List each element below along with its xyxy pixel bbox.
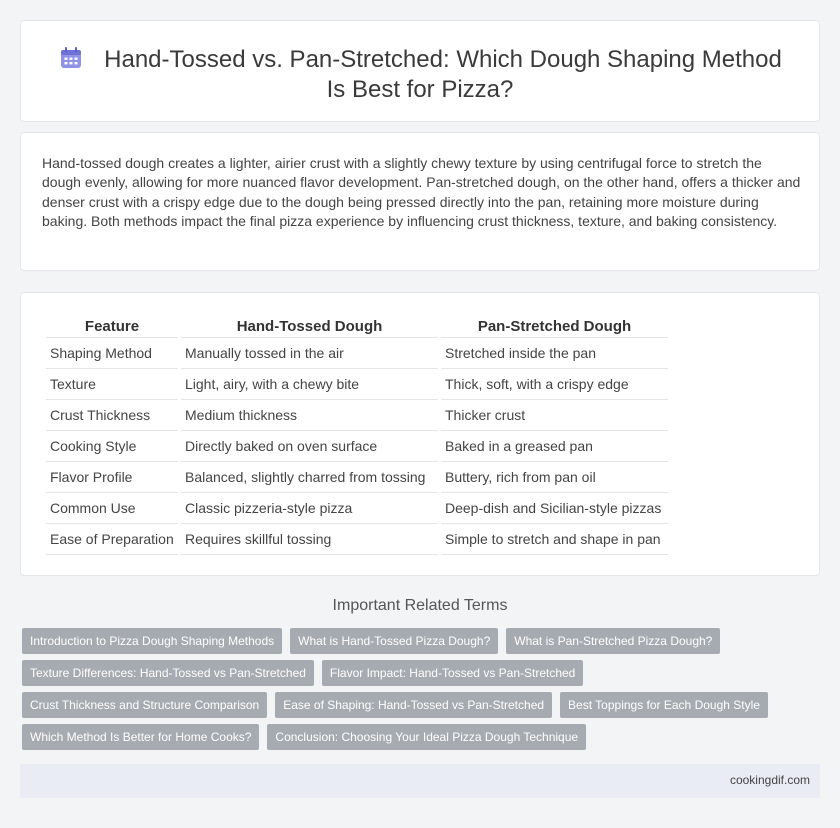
table-row xyxy=(46,431,668,462)
table-row xyxy=(46,462,668,493)
related-term-link[interactable]: Which Method Is Better for Home Cooks? xyxy=(22,724,259,750)
footer-bar xyxy=(20,764,820,798)
tag-row xyxy=(22,660,812,692)
intro-card xyxy=(20,132,820,271)
tag-row xyxy=(22,628,812,660)
table-cell: Manually tossed in the air xyxy=(181,338,438,369)
table-cell: Shaping Method xyxy=(46,338,178,369)
related-terms-title: Important Related Terms xyxy=(332,597,508,614)
table-cell: Balanced, slightly charred from tossing xyxy=(181,462,438,493)
table-cell: Thicker crust xyxy=(441,400,668,431)
calendar-icon xyxy=(58,45,84,71)
page-title-row xyxy=(21,45,819,105)
tag-row xyxy=(22,724,812,756)
related-term-link[interactable]: What is Hand-Tossed Pizza Dough? xyxy=(290,628,498,654)
table-cell: Ease of Preparation xyxy=(46,524,178,555)
table-cell: Deep-dish and Sicilian-style pizzas xyxy=(441,493,668,524)
table-cell: Cooking Style xyxy=(46,431,178,462)
table-cell: Thick, soft, with a crispy edge xyxy=(441,369,668,400)
comparison-table xyxy=(43,316,671,555)
table-cell: Texture xyxy=(46,369,178,400)
comparison-card xyxy=(20,292,820,576)
related-term-link[interactable]: Best Toppings for Each Dough Style xyxy=(560,692,768,718)
table-cell: Medium thickness xyxy=(181,400,438,431)
tag-row xyxy=(22,692,812,724)
table-cell: Classic pizzeria-style pizza xyxy=(181,493,438,524)
table-cell: Baked in a greased pan xyxy=(441,431,668,462)
table-row xyxy=(46,338,668,369)
title-card xyxy=(20,20,820,122)
related-term-link[interactable]: Crust Thickness and Structure Comparison xyxy=(22,692,267,718)
table-cell: Buttery, rich from pan oil xyxy=(441,462,668,493)
related-term-link[interactable]: What is Pan-Stretched Pizza Dough? xyxy=(506,628,720,654)
intro-paragraph: Hand-tossed dough creates a lighter, airier crust with a slightly chewy texture by using centrifugal force to stretch the dough evenly, allowing for more nuanced flavor development. Pan-stretched dough, on the other hand, offers a thicker and denser crust with a crispy edge due to the dough being pressed directly into the pan, retaining more moisture during baking. Both methods impact the final pizza experience by influencing crust thickness, texture, and baking consistency. xyxy=(42,155,801,230)
table-row xyxy=(46,400,668,431)
table-cell: Crust Thickness xyxy=(46,400,178,431)
table-header-row xyxy=(46,316,668,338)
related-term-link[interactable]: Ease of Shaping: Hand-Tossed vs Pan-Stretched xyxy=(275,692,552,718)
header-hand-tossed: Hand-Tossed Dough xyxy=(181,316,438,338)
table-row xyxy=(46,369,668,400)
table-row xyxy=(46,524,668,555)
table-cell: Flavor Profile xyxy=(46,462,178,493)
table-cell: Stretched inside the pan xyxy=(441,338,668,369)
related-term-link[interactable]: Flavor Impact: Hand-Tossed vs Pan-Stretched xyxy=(322,660,583,686)
table-cell: Light, airy, with a chewy bite xyxy=(181,369,438,400)
site-name[interactable]: cookingdif.com xyxy=(729,773,810,787)
page-title: Hand-Tossed vs. Pan-Stretched: Which Dough Shaping Method Is Best for Pizza? xyxy=(104,46,782,103)
header-feature: Feature xyxy=(46,316,178,338)
table-row xyxy=(46,493,668,524)
related-term-link[interactable]: Conclusion: Choosing Your Ideal Pizza Dough Technique xyxy=(267,724,586,750)
related-terms-list xyxy=(22,628,812,756)
table-cell: Requires skillful tossing xyxy=(181,524,438,555)
table-cell: Directly baked on oven surface xyxy=(181,431,438,462)
related-term-link[interactable]: Introduction to Pizza Dough Shaping Methods xyxy=(22,628,282,654)
header-pan-stretched: Pan-Stretched Dough xyxy=(441,316,668,338)
table-cell: Common Use xyxy=(46,493,178,524)
table-cell: Simple to stretch and shape in pan xyxy=(441,524,668,555)
related-term-link[interactable]: Texture Differences: Hand-Tossed vs Pan-Stretched xyxy=(22,660,314,686)
